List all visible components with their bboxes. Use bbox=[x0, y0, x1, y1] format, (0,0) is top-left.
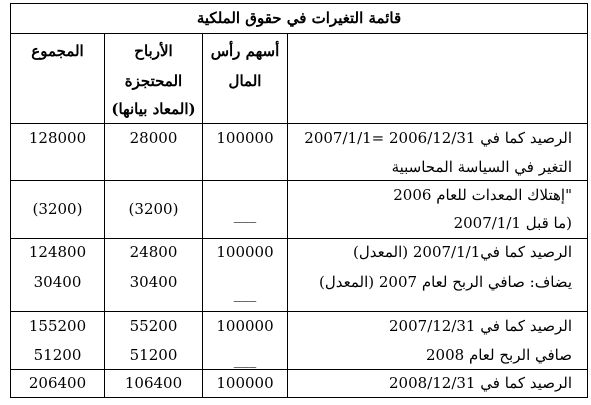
row5-retained: 106400 bbox=[124, 374, 183, 392]
row4-total: 155200 bbox=[28, 317, 87, 335]
row1-description-line1: الرصيد كما في 2006/12/31 =2007/1/1 bbox=[304, 129, 572, 147]
row3-description-line2: يضاف: صافي الربح لعام 2007 (المعدل) bbox=[318, 273, 572, 291]
row3-total: 124800 bbox=[28, 243, 87, 261]
table-border-right bbox=[587, 3, 588, 398]
row2-description-line2: (ما قبل 2007/1/1 bbox=[453, 214, 572, 232]
row1-share-capital: 100000 bbox=[216, 129, 274, 147]
row1-description-line2: التغير في السياسة المحاسبية bbox=[391, 158, 572, 176]
row4-retained-net-profit: 51200 bbox=[129, 346, 178, 364]
row3-total-net-profit: 30400 bbox=[33, 273, 82, 291]
row-divider bbox=[10, 238, 588, 239]
table-border-bottom bbox=[10, 397, 588, 398]
row1-retained: 28000 bbox=[129, 129, 178, 147]
row2-description-line1: "إهتلاك المعدات للعام 2006 bbox=[393, 186, 572, 204]
row2-share-capital: ___ bbox=[233, 205, 257, 223]
header-divider bbox=[10, 123, 588, 124]
row2-retained: (3200) bbox=[128, 200, 179, 218]
row4-share-capital: 100000 bbox=[216, 317, 274, 335]
table-border-top bbox=[10, 3, 588, 4]
row3-retained-net-profit: 30400 bbox=[129, 273, 178, 291]
header-total: المجموع bbox=[31, 42, 84, 60]
row3-retained: 24800 bbox=[129, 243, 178, 261]
row5-total: 206400 bbox=[28, 374, 87, 392]
row4-description-line2: صافي الربح لعام 2008 bbox=[425, 346, 572, 364]
row5-description: الرصيد كما في 2008/12/31 bbox=[389, 374, 572, 392]
row-divider bbox=[10, 369, 588, 370]
row-divider bbox=[10, 180, 588, 181]
row3-share-capital-dash: ___ bbox=[233, 284, 257, 302]
row-divider bbox=[10, 311, 588, 312]
title-divider bbox=[10, 33, 588, 34]
header-retained-line2: المحتجزة bbox=[124, 72, 183, 90]
row4-share-capital-dash: ___ bbox=[233, 350, 257, 368]
header-share-capital-line2: المال bbox=[228, 72, 262, 90]
row4-description-line1: الرصيد كما في 2007/12/31 bbox=[389, 317, 572, 335]
table-title: قائمة التغيرات في حقوق الملكية bbox=[196, 9, 402, 27]
header-retained-line3: (المعاد بيانها) bbox=[111, 100, 196, 118]
row3-description-line1: الرصيد كما في2007/1/1 (المعدل) bbox=[352, 243, 572, 261]
header-share-capital-line1: أسهم رأس bbox=[210, 42, 280, 60]
row4-total-net-profit: 51200 bbox=[33, 346, 82, 364]
row4-retained: 55200 bbox=[129, 317, 178, 335]
row1-total: 128000 bbox=[28, 129, 87, 147]
row5-share-capital: 100000 bbox=[216, 374, 274, 392]
column-divider bbox=[287, 33, 288, 398]
row2-total: (3200) bbox=[32, 200, 83, 218]
header-retained-line1: الأرباح bbox=[134, 42, 173, 60]
row3-share-capital: 100000 bbox=[216, 243, 274, 261]
